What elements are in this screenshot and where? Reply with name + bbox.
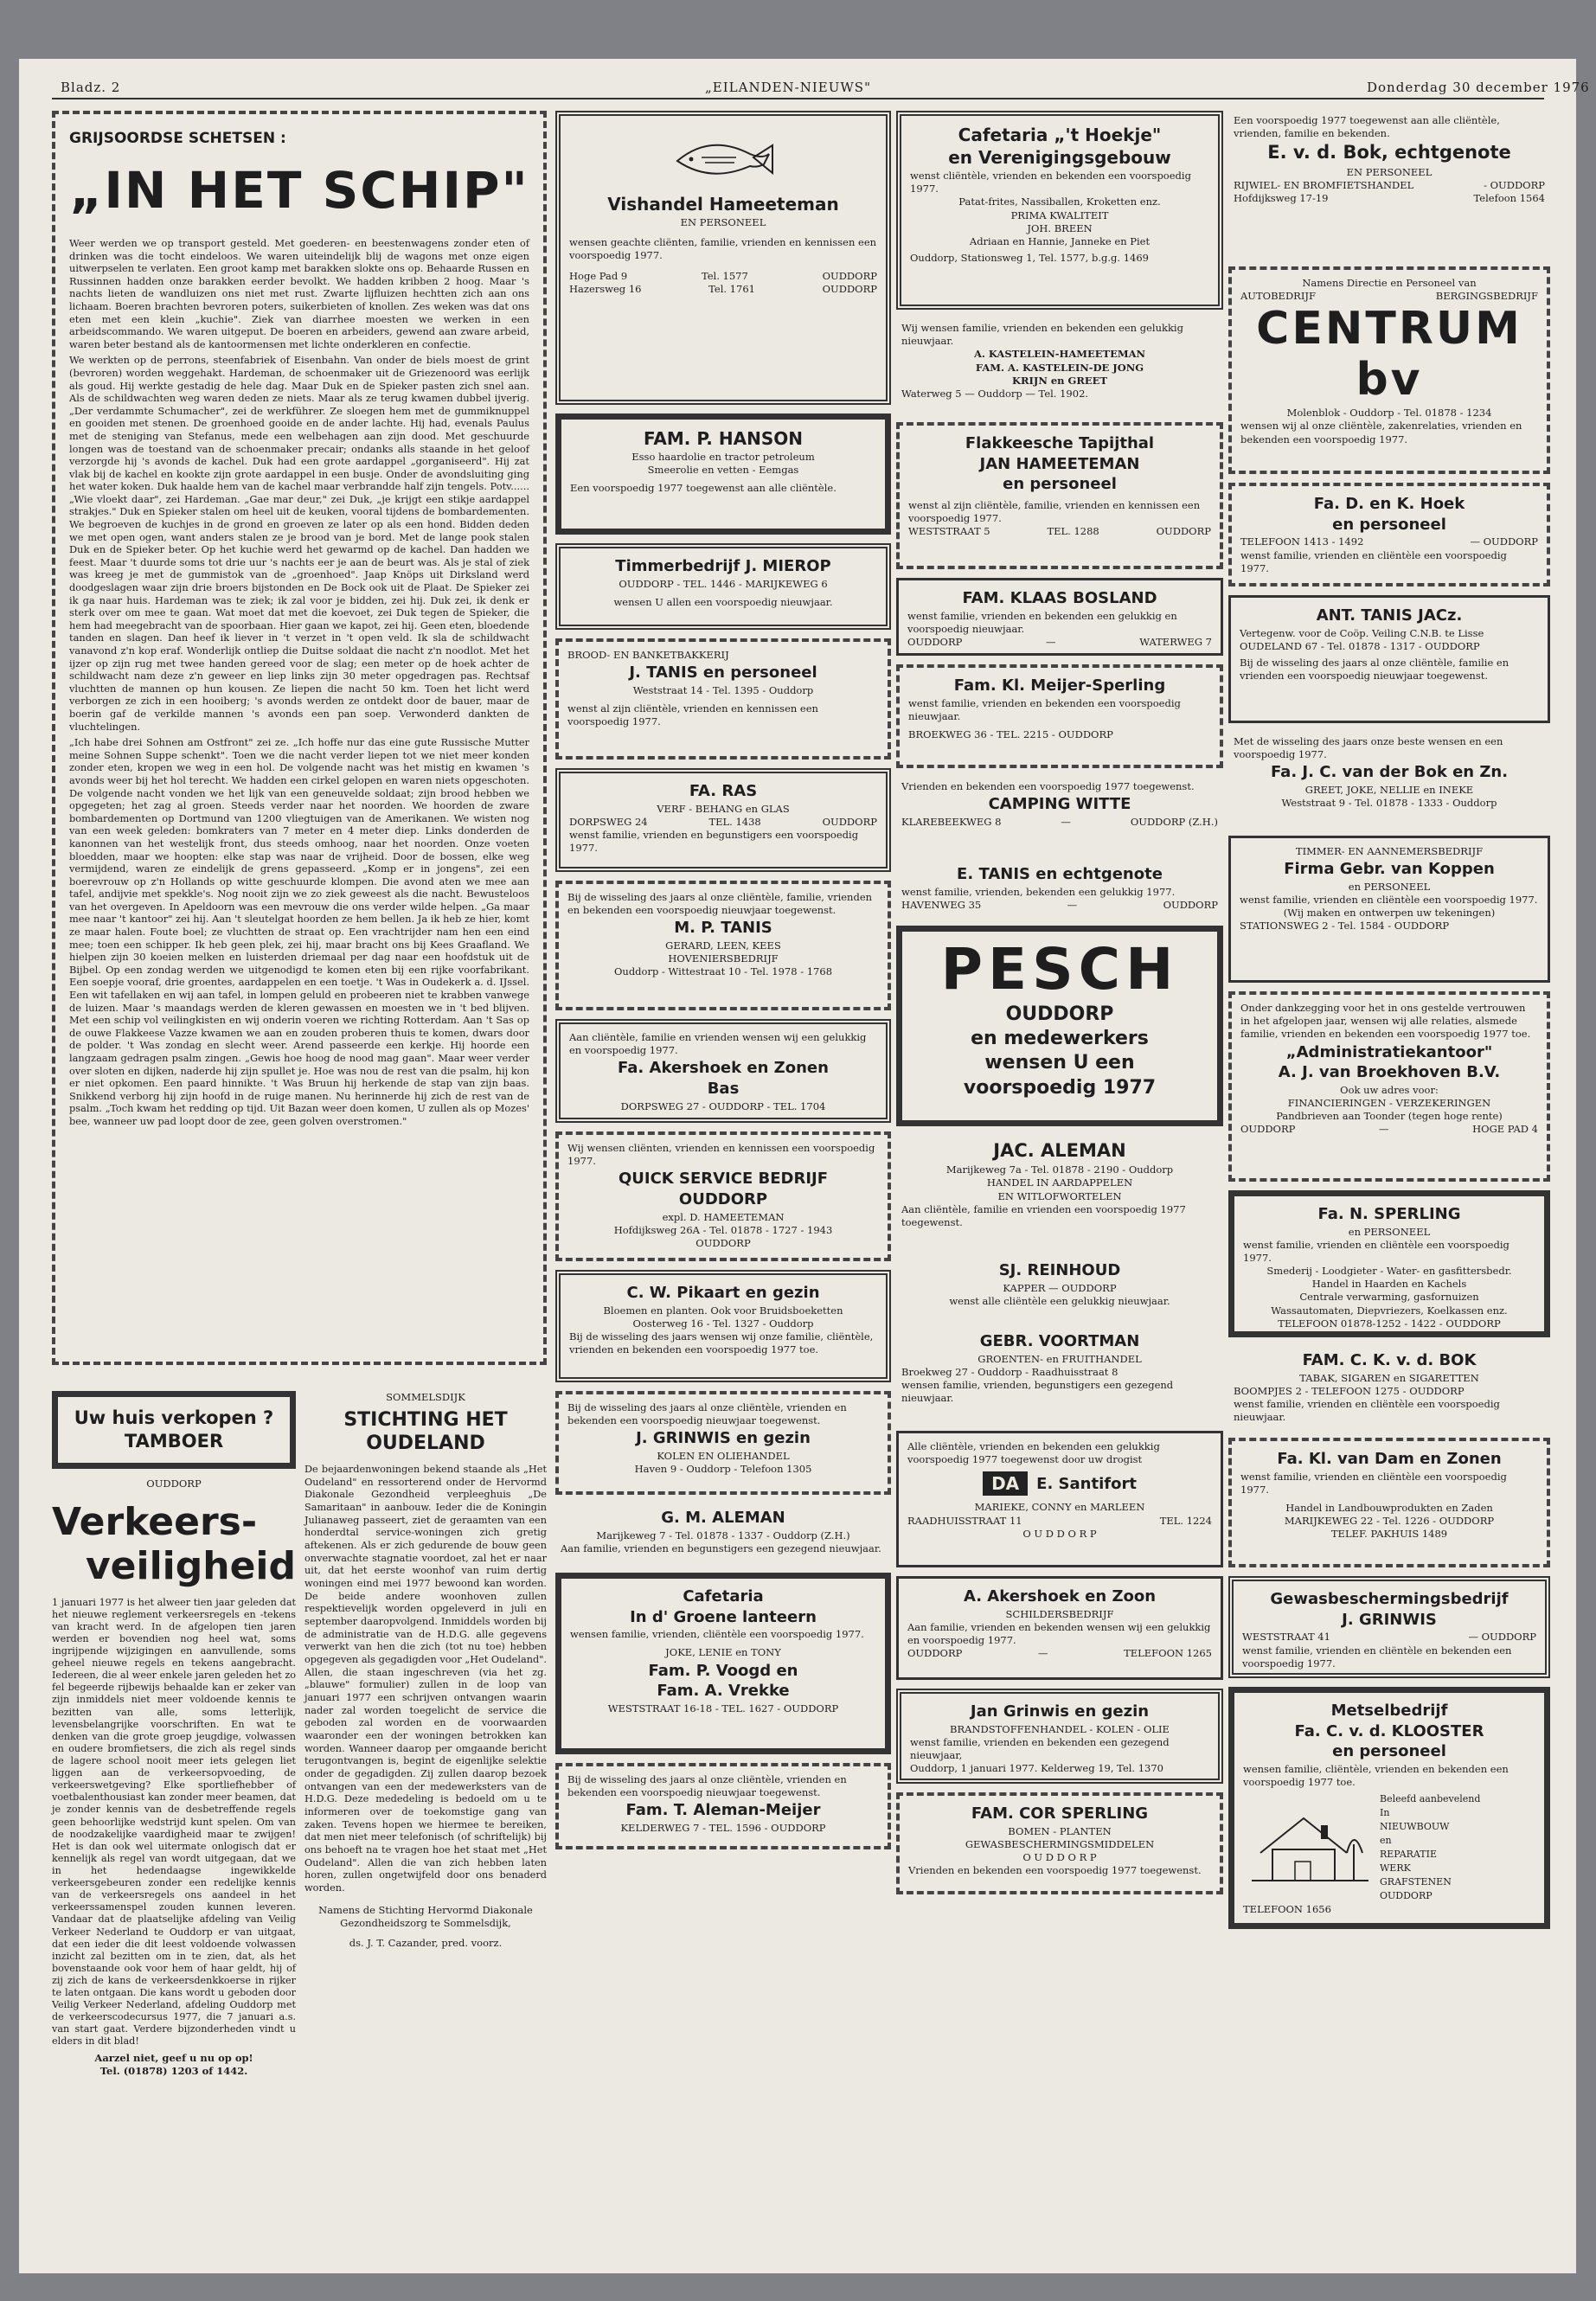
jaleman-sub2: EN WITLOFWORTELEN [997,1189,1122,1202]
hoekje-names2: Adriaan en Hannie, Janneke en Piet [969,234,1151,247]
galeman-addr: Marijkeweg 7 - Tel. 01878 - 1337 - Ouddorp (Z.H.) [596,1529,850,1541]
verkeers-text: 1 januari 1977 is het alweer tien jaar geleden dat het nieuwe reglement verkeersregels en -tekens van kracht werd. In de afgelopen tien jaren werden er bovendien nog heel wat, soms ingrijpende wijzigingen en aanvullende, soms geheel nieuwe regels en tekens aangebracht. Iedereen, die al weer enkele jaren geleden het zo fel begeerde rijbewijs behaalde kan er zeker van zijn inmiddels niet meer voldoende kennis te bezitten van alle, soms letterlijk, levensbelangrijke voorschriften. En wat te denken van die grote groep jeugdige, volwassen en oudere bromfietsers, die zich als regel sinds de lagere school nooit meer iets gelegen liet liggen aan de verkeersopvoeding, de verkeerswetgeving? Elke sportliefhebber of voetbalenthousiast kan zonder meer beamen, dat je zonder kennis van de desbetreffende regels geen behoorlijke wedstrijd kunt spelen. Om van de noodzakelijke vaardigheid maar te zwijgen! Het is dan ook wel uitermate onlogisch dat er kennelijk als regel van wordt uitgegaan, dat we in het hedendaagse ingewikkelde verkeersgebeuren zonder een redelijke kennis van de verkeersregels ons aandeel in het verkeerssamenspel zouden kunnen leveren. Vandaar dat de plaatselijke afdeling van Veilig Verkeer Nederland te Ouddorp er van uitgaat, dat een ieder die dit leest voldoende volwassen inzicht zal bezitten om in te zien, dat, als het bovenstaande ook voor hem of haar geldt, hij of zij zich de kans de verkeersdenkkoerse in rijker te laten ontgaan. Die kans wordt u geboden door Veilig Verkeer Nederland, afdeling Ouddorp met de verkeerscodecursus 1977, die 7 januari a.s. van start gaat. Verdere bijzonderheden vindt u elders in dit blad! [52,1596,296,2048]
grinwis-ad [555,1391,891,1495]
lanteern-ad [555,1573,891,1754]
verkeers-title1: Verkeers- [52,1499,258,1544]
akershoek-bas-ad [555,1019,891,1123]
house-illustration-icon [1243,1792,1373,1888]
bosland-text: wenst familie, vrienden en bekenden een gelukkig en voorspoedig nieuwjaar. [907,609,1177,635]
t-aleman-meijer-ad [555,1763,891,1849]
corsperling-name: FAM. COR SPERLING [971,1804,1149,1823]
gewas-text: wenst familie, vrienden en cliëntèle en bekenden een voorspoedig 1977. [1242,1644,1512,1670]
ant-tanis-ad [1228,595,1550,723]
bokzn-name: Fa. J. C. van der Bok en Zn. [1270,763,1509,782]
witte-row: KLAREBEEKWEG 8 — OUDDORP (Z.H.) [901,815,1218,828]
stichting-title: STICHTING HET OUDELAND [343,1409,508,1454]
santifort-names: MARIEKE, CONNY en MARLEEN [974,1501,1145,1514]
nsperling-name: Fa. N. SPERLING [1317,1205,1461,1223]
schetsen-article [52,111,547,1365]
ckbok-sub: TABAK, SIGAREN en SIGARETTEN [1299,1371,1479,1384]
mierop-ad [555,543,891,630]
reinhoud-sub: KAPPER — OUDDORP [1003,1281,1117,1294]
akersbas-name: Fa. Akershoek en Zonen [618,1059,829,1078]
stichting-sign2: ds. J. T. Cazander, pred. voorz. [349,1937,503,1950]
vd-bok-ad [1228,111,1550,258]
admin-n2: A. J. van Broekhoven B.V. [1278,1063,1501,1082]
mptanis-sub1: GERARD, LEEN, KEES [665,939,781,952]
grinwis-text: Bij de wisseling des jaars al onze cliëntèle, vrienden en bekenden een voorspoedig nieuwjaar toegewenst. [567,1401,847,1427]
mptanis-ad [555,881,891,1010]
vis-sub: EN PERSONEEL [680,216,766,228]
hoek-ad [1228,483,1550,586]
quick-place: OUDDORP [678,1189,768,1208]
gewas-row: WESTSTRAAT 41 — OUDDORP [1242,1631,1536,1644]
quick-addr: Hofdijksweg 26A - Tel. 01878 - 1727 - 1943 [613,1223,833,1236]
centrum-name: CENTRUM bv [1256,302,1522,407]
sperling-name: Fam. Kl. Meijer-Sperling [953,676,1166,695]
akerszoon-sub: SCHILDERSBEDRIJF [1005,1607,1114,1620]
admin-sub: Ook uw adres voor: [1340,1083,1439,1096]
klooster-text: wensen familie, cliëntèle, vrienden en bekenden een voorspoedig 1977 toe. [1243,1762,1509,1788]
grinwis-addr: Haven 9 - Ouddorp - Telefoon 1305 [634,1463,812,1476]
antanis-sub: Vertegenw. voor de Coöp. Veiling C.N.B. te Lisse [1240,626,1484,639]
tanis-name: J. TANIS en personeel [629,663,817,683]
page-number: Bladz. 2 [61,80,121,95]
voortman-name: GEBR. VOORTMAN [979,1332,1140,1350]
corsperling-place: O U D D O R P [1022,1850,1097,1863]
klooster-tel: TELEFOON 1656 [1243,1902,1331,1915]
vis-name: Vishandel Hameeteman [607,194,839,215]
pesch-l4: voorspoedig 1977 [963,1076,1157,1099]
n-sperling-ad [1228,1190,1550,1337]
galeman-name: G. M. ALEMAN [661,1509,785,1527]
verkeers-column [52,1391,296,2078]
santifort-name: E. Santifort [1036,1474,1137,1493]
pesch-l3: wensen U een [984,1052,1135,1074]
jangrinwis-sub: BRANDSTOFFENHANDEL - KOLEN - OLIE [950,1722,1170,1735]
klooster-body [1243,1792,1535,1903]
ras-row: DORPSWEG 24 TEL. 1438 OUDDORP [569,815,877,828]
bok-sub: EN PERSONEEL [1346,165,1433,178]
pikaart-name: C. W. Pikaart en gezin [626,1284,820,1302]
jangrinwis-name: Jan Grinwis en gezin [970,1702,1150,1721]
santifort-text: Alle cliëntèle, vrienden en bekenden een gelukkig voorspoedig 1977 toegewenst door uw drogist [907,1440,1160,1466]
ckbok-addr: BOOMPJES 2 - TELEFOON 1275 - OUDDORP [1234,1384,1465,1397]
bokzn-addr: Weststraat 9 - Tel. 01878 - 1333 - Ouddorp [1281,797,1497,810]
tapijt-n2: JAN HAMEETEMAN [979,454,1140,473]
santifort-place: O U D D O R P [1022,1528,1097,1541]
nsperling-t2: Smederij - Loodgieter - Water- en gasfittersbedr. [1266,1265,1512,1278]
klooster-n2: Fa. C. v. d. KLOOSTER [1294,1721,1484,1740]
admin-sub3: Pandbrieven aan Toonder (tegen hoge rente) [1276,1110,1503,1123]
hanson-text: Een voorspoedig 1977 toegewenst aan alle cliëntèle. [570,482,836,495]
grinwis-name: J. GRINWIS en gezin [636,1429,811,1448]
centrum-ad [1228,266,1550,474]
van-koppen-ad [1228,836,1550,983]
jaleman-name: JAC. ALEMAN [993,1140,1126,1161]
vandam-name: Fa. Kl. van Dam en Zonen [1277,1450,1502,1468]
etanis-name: E. TANIS en echtgenote [957,865,1163,883]
tapijthal-ad [896,422,1223,569]
reinhoud-ad [896,1256,1223,1318]
antanis-name: ANT. TANIS JACz. [1316,606,1463,625]
pesch-l1: OUDDORP [1005,1003,1114,1025]
reinhoud-name: SJ. REINHOUD [998,1261,1121,1279]
hoekje-name1: Cafetaria „'t Hoekje" [958,125,1162,145]
article-paragraph: Weer werden we op transport gesteld. Met goederen- en beestenwagens zonder eten of drinken was die tocht eindeloos. We waren uiteindelijk blij de wagons met onze eigen uitwerpselen te verlaten. Een groot kamp met barakken slokte ons op. Behaarde Russen en Russinnen hadden onze barakken eerder bevolkt. We hadden kribben 2 hoog. Maar 's nachts lieten de wandluizen ons niet met rust. Zwarte lijfluizen hechtten zich aan ons lichaam. Boeren brachten bevroren poters, suikerbieten of knollen. Zes weken was dat ons eten met een klein „kuchie". Ziek van diarrhee moesten we werken in een arbeidscommando. We waren uitgeput. De boeren en arbeiders, gewend aan zware arbeid, waren beter bestand als de kantoormensen met lichte onderkleren en confectie. [69,237,529,350]
tanis-addr: Weststraat 14 - Tel. 1395 - Ouddorp [632,683,814,696]
ad-column-3 [555,111,891,1858]
lanteern-text: wensen familie, vrienden, cliëntèle een voorspoedig 1977. [570,1628,864,1641]
grinwis-sub: KOLEN EN OLIEHANDEL [657,1449,790,1462]
quick-name: QUICK SERVICE BEDRIJF [618,1170,829,1189]
tmeijer-text: Bij de wisseling des jaars al onze cliëntèle, vrienden en bekenden een voorspoedig nieuwjaar toegewenst. [567,1773,847,1799]
mierop-line: OUDDORP - TEL. 1446 - MARIJKEWEG 6 [619,577,828,590]
kastelein-n1: A. KASTELEIN-HAMEETEMAN [973,348,1146,361]
santifort-row: RAADHUISSTRAAT 11 TEL. 1224 [907,1514,1212,1527]
centrum-text: wensen wij al onze cliëntèle, zakenrelaties, vrienden en bekenden een voorspoedig 1977. [1240,420,1522,445]
klooster-n3: en personeel [1332,1742,1446,1761]
bok-row2: Hofdijksweg 17-19 Telefoon 1564 [1234,192,1545,205]
fish-icon [667,128,779,189]
masthead: „EILANDEN-NIEUWS" [705,80,871,95]
etanis-text: wenst familie, vrienden, bekenden een gelukkig 1977. [901,885,1176,898]
sperling-addr: BROEKWEG 36 - TEL. 2215 - OUDDORP [908,727,1113,740]
corsperling-sub2: GEWASBESCHERMINGSMIDDELEN [965,1837,1155,1850]
tanis-text: wenst al zijn cliëntèle, vrienden en kennissen een voorspoedig 1977. [567,702,818,728]
hoekje-name2: en Verenigingsgebouw [948,147,1171,168]
verkeers-tel: Tel. (01878) 1203 of 1442. [99,2064,248,2077]
witte-name: CAMPING WITTE [988,795,1131,814]
tapijt-row: WESTSTRAAT 5 TEL. 1288 OUDDORP [908,525,1211,538]
koppen-text: wenst familie, vrienden en cliëntèle een voorspoedig 1977. [1240,893,1538,906]
quick-text: Wij wensen cliënten, vrienden en kennissen een voorspoedig 1977. [567,1142,875,1168]
lanteern-name1: Cafetaria [683,1587,764,1606]
article-paragraph: We werkten op de perrons, steenfabriek of Eisenbahn. Van onder de biels moest de grint (bevroren) worden weggehakt. Hardeman, de schoenmaker uit de Griezenoord was eerlijk als goud. Hij werkte gestadig de hele dag. Maar Duk en de Spieker pasten zich snel aan. Als de schildwachten weg waren deden ze niets. Maar als ze terug kwamen dubbel ijverig. „Der verdammte Schumacher", zei de werkführer. Ze sloegen hem met de gummiknuppel en gooiden met stenen. De groenhoed gooide en de ander lachte. Hij had, evenals Paulus met de steniging van Stefanus, mede een welbehagen aan zijn dood. Met geschuurde longen was de toestand van de schoenmaker precair; ondanks alls staande in het geloof verzorgde hij 's avonds de kachel. Duk had een grote aardappel „gorganiseerd". Hij zat vlak bij de kachel en kookte zijn grote aardappel in een busje. Onder de avondsluiting ging het water koken. Duk haalde hem van de kachel maar verbrandde half zijn tengels. Potv...... „Wie vloekt daar", zei Hardeman. „Gae mar deur," zei Duk, „je krijgt een stikje aardappel strakjes." Duk en Spieker stalen om heel uit de keuken, vooral tijdens de bombardementen. We begroeven de kuchjes in de grond en groeven ze later op als een hond. Bidden deden we met open ogen, want anders stalen ze je brood van je bord. Met de lange pook stalen Duk en de Spieker beter. Op het kuchie werd het gewarmd op de kachel. Dan hadden we feest. Maar 't duurde soms tot drie uur 's nachts eer je aan de beurt was. Als je stal of ziek was kreeg je met de gummistok van de „groenhoed". Jaap Knöps uit Dirksland werd doodgeslagen waar zijn drie broers bijstonden en De Bock ook uit de Plaat. De Spieker zei ik ga naar huis. Hardeman was te ziek; ik zal voor je bidden, zei hij. Duk zei, ik denk er sterk over om mee te gaan. Wat moet dat met die koevoet, zei Duk tegen de Spieker, die hem had meegebracht van de spoorbaan. Hier gaan we kapot, zei hij. Geen eten, bloedende tanden en slagen. Dan heef ik liever in 't verzet in 't open veld. Ik sla de schildwacht vanavond z'n kop eraf. Wonderlijk ontliep die Duitse soldaat die nacht z'n noodlot. Met het ijzer op zijn rug met twee handen gereed voor de slag; een meter op de hoek achter de schildwacht nam deze z'n geweer en liep links zijn 30 meter opgedragen pas. Rechtsaf vluchtten de mannen op hun kousen. Ze liepen die nacht 50 km. Toen het licht werd verborgen ze zich in een hooiberg; 's avonds werden ze ontdekt door de bauer, maar de boerin gaf de verkilde mannen 's avonds een pan soep. Verwonderd dankten de vluchtelingen. [69,354,529,733]
nsperling-tel: TELEFOON 01878-1252 - 1422 - OUDDORP [1278,1317,1501,1330]
santifort-header [907,1471,1212,1496]
bok-text: Een voorspoedig 1977 toegewenst aan alle cliëntèle, vrienden, familie en bekenden. [1234,114,1500,140]
admin-row: OUDDORP — HOGE PAD 4 [1240,1123,1538,1136]
nsperling-text: wenst familie, vrienden en cliëntèle een voorspoedig 1977. [1243,1238,1509,1264]
pesch-ad [896,926,1223,1126]
jac-aleman-ad [896,1135,1223,1247]
bosland-row: OUDDORP — WATERWEG 7 [907,635,1212,648]
koppen-kicker: TIMMER- EN AANNEMERSBEDRIJF [1295,845,1484,857]
tamboer-line2: TAMBOER [124,1431,224,1452]
jangrinwis-addr: Ouddorp, 1 januari 1977. Kelderweg 19, Tel. 1370 [910,1762,1164,1775]
lanteern-fam1: Fam. P. Voogd en [648,1661,798,1680]
issue-date: Donderdag 30 december 1976 [1367,80,1590,95]
klooster-n1: Metselbedrijf [1330,1702,1448,1720]
nsperling-t4: Centrale verwarming, gasfornuizen [1299,1291,1479,1304]
ad-column-4 [896,111,1223,1903]
article-kicker: GRIJSOORDSE SCHETSEN : [69,130,286,147]
tanis-bakkerij-ad [555,638,891,760]
koppen-addr: STATIONSWEG 2 - Tel. 1584 - OUDDORP [1240,920,1450,933]
nsperling-sub: en PERSONEEL [1348,1225,1431,1238]
ad-column-5 [1228,111,1550,1938]
article-column [52,111,547,1374]
akerszoon-name: A. Akershoek en Zoon [963,1587,1157,1606]
nsperling-t3: Handel in Haarden en Kachels [1311,1278,1467,1291]
corsperling-text: Vrienden en bekenden een voorspoedig 1977 toegewenst. [908,1864,1202,1877]
centrum-addr: Molenblok - Ouddorp - Tel. 01878 - 1234 [1286,407,1492,420]
voortman-ad [896,1327,1223,1422]
tamboer-line1: Uw huis verkopen ? [74,1407,274,1428]
ck-bok-ad [1228,1346,1550,1429]
gewas-n1: Gewasbeschermingsbedrijf [1270,1590,1509,1608]
hoek-row: TELEFOON 1413 - 1492 — OUDDORP [1240,535,1538,548]
g-aleman-ad [555,1503,891,1564]
voortman-text: wensen familie, vrienden, begunstigers een gezegend nieuwjaar. [901,1378,1174,1405]
admin-n1: „Administratiekantoor" [1285,1042,1493,1061]
bok-row1: RIJWIEL- EN BROMFIETSHANDEL - OUDDORP [1234,178,1545,191]
ras-name: FA. RAS [689,782,758,800]
tapijt-n3: en personeel [1003,475,1117,494]
hanson-sub1: Esso haardolie en tractor petroleum [631,451,815,463]
antanis-text: Bij de wisseling des jaars al onze cliëntèle, familie en vrienden een voorspoedig nieuwjaar toegewenst. [1240,656,1509,683]
pikaart-sub: Bloemen en planten. Ook voor Bruidsboeketten [603,1304,843,1317]
hanson-name: FAM. P. HANSON [644,428,803,449]
ras-text: wenst familie, vrienden en begunstigers een voorspoedig 1977. [569,829,859,855]
camping-witte-ad [896,777,1223,851]
nsperling-t5: Wassautomaten, Diepvriezers, Koelkassen enz. [1271,1304,1508,1317]
tmeijer-addr: KELDERWEG 7 - TEL. 1596 - OUDDORP [620,1821,826,1834]
hoekje-ad [896,111,1223,310]
voortman-sub: GROENTEN- en FRUITHANDEL [977,1352,1142,1365]
pikaart-ad [555,1270,891,1382]
santifort-ad [896,1431,1223,1567]
quick-sub: expl. D. HAMEETEMAN [662,1210,785,1223]
sperling-text: wenst familie, vrienden en bekenden een voorspoedig nieuwjaar. [908,696,1181,722]
stichting-text: De bejaardenwoningen bekend staande als „Het Oudeland" en ressorterend onder de Hervormd Diakonale Gezondheid verpleeghuis „De Samaritaan" in aanbouw. Ieder die de Koningin Julianaweg passeert, ziet de geraamten van een honderdtal service-woningen zich gretig aftekenen. Als er zich gedurende de bouw geen onverwachte stagnatie voordoet, zal het er naar uit, dat het eerste woonhof van ruim dertig woningen eind mei 1977 bewoond kan worden. De beide andere woonhoven zullen respektievelijk worden opgeleverd in juli en september daaropvolgend. Inmiddels worden bij de administratie van de H.D.G. alle gegevens verwerkt van hen die zich (tot nu toe) hebben opgegeven als gegadigden voor „Het Oudeland". Allen, die staan ingeschreven (via het zg. „blauwe" formulier) zullen in de loop van januari 1977 een schrijven ontvangen waarin nader zal worden toegelicht de service die geboden zal worden en de voorwaarden waaronder een der woningen betrokken kan worden. Wanneer daarop per omgaande bericht terugontvangen is, begint de eigenlijke selektie onder de gegadigden. Zij zullen daarop bezoek ontvangen van een der medewerksters van de H.D.G. Deze mededeling is bedoeld om u te informeren over de toekomstige gang van zaken. Tevens hopen we hiermee te bereiken, dat men niet meer telefonisch (of schriftelijk) bij ons behoeft na te vragen hoe het staat met „Het Oudeland". Allen die van zich hebben laten horen, zullen ongetwijfeld door ons benaderd worden. [304,1463,547,1894]
tapijt-n1: Flakkeesche Tapijthal [965,434,1155,452]
mptanis-sub2: HOVENIERSBEDRIJF [668,952,779,965]
tmeijer-name: Fam. T. Aleman-Meijer [625,1801,821,1820]
galeman-text: Aan familie, vrienden en begunstigers een gezegend nieuwjaar. [561,1541,881,1554]
akershoek-zoon-ad [896,1576,1223,1680]
mierop-text: wensen U allen een voorspoedig nieuwjaar. [613,595,833,608]
witte-text: Vrienden en bekenden een voorspoedig 1977 toegewenst. [901,780,1195,792]
corsperling-sub1: BOMEN - PLANTEN [1008,1824,1112,1837]
pikaart-addr: Oosterweg 16 - Tel. 1327 - Ouddorp [632,1317,814,1330]
vandam-text: wenst familie, vrienden en cliëntèle een voorspoedig 1977. [1240,1470,1507,1496]
quick-service-ad [555,1131,891,1261]
tamboer-place: OUDDORP [146,1477,202,1490]
pesch-l2: en medewerkers [971,1027,1149,1049]
tapijt-text: wenst al zijn cliëntèle, familie, vrienden en kennissen een voorspoedig 1977. [908,498,1201,524]
vis-row2: Hazersweg 16 Tel. 1761 OUDDORP [569,283,877,296]
koppen-sub: en PERSONEEL [1348,880,1431,893]
centrum-row: AUTOBEDRIJF BERGINGSBEDRIJF [1240,290,1538,303]
reinhoud-text: wenst alle cliëntèle een gelukkig nieuwjaar. [949,1294,1170,1307]
jangrinwis-text: wenst familie, vrienden en bekenden een gezegend nieuwjaar, [910,1735,1170,1761]
meijer-sperling-ad [896,664,1223,768]
bok-name: E. v. d. Bok, echtgenote [1267,142,1511,163]
centrum-top: Namens Directie en Personeel van [1302,277,1477,289]
article-paragraph: „Ich habe drei Sohnen am Ostfront" zei ze. „Ich hoffe nur das eine gute Russische Mutter meine Sohnen Suppe schenkt". Toen we die nacht verder liepen tot we niet meer konden zonder eten, kropen we weg in een hol. De volgende nacht was het mistig en kwamen 's avonds weer bij het hol terecht. We hadden een cirkel gelopen en waren niets opgeschoten. De volgende nacht vonden we het lijk van een geneuvelde soldaat; zijn brood hebben we opgegeten; het zag al groen. Steeds verder naar het noorden. We hoorden de zware bombardementen op Dortmund van 1200 vliegtuigen van de Amerikanen. We wisten nog van een week geleden: bomkraters van 7 meter en 4 meter diep. Links donderden de kanonnen van het westelijk front, dus steeds omhoog, naar het noorden. Onze voeten bloedden, maar we hoopten: elke stap was naar de vrijheid. Door de bossen, elke weg vermijdend, waren ze eindelijk de grens gepasseerd. „Komp er in jongens", zei een boerevrouw op z'n Hollands op witte geschuurde klompen. Die avond aten we mee aan tafel, andijvie met spekkle's. Nog nooit zijn we zo ziek geweest als die nacht. Bewusteloos van het overgeven. In Apeldoorn was een mevrouw die ons verder wilde helpen. „Ga maar mee naar 't kantoor" zei hij. Aan 't sleutelgat hoorden ze hem bellen. Ja ik heb ze hier, komt ze maar halen. Foute boel; ze vluchtten de straat op. Een vrachtrijder nam hen een eind mee; toen een schipper. Ik heb geen plek, zei hij, maar bracht ons bij Kees Graafland. We hielpen zijn 30 koeien melken en luisterden driemaal per dag naar een hoofdstuk uit de Bijbel. Op een zondag werden we uitgenodigd te komen eten bij een rijke voorfabrikant. Een soepje vooraf, drie groentes, aardappelen en een toetje. 't Was in Oudekerk a. d. IJssel. Een wit tafellaken en wij aan tafel, in lompen geluld en probeeren niet te krabben vanwege de luizen. Maar 's maandags werden de kleren gewassen en moesten we in 't bed blijven. Met een schip vol veilingkisten en wij onderin voeren we richting Rotterdam. Aan 't Sas op de ouwe Flakkeese Vazze kwamen we aan en zouden proberen thuis te komen, dwars door de polder. 't Was zondag en slecht weer. Arend passeerde een kerkje. Hij hoorde een langzaam gedragen psalm zingen. „Gewis hoe hoog de nood mag gaan". Maar weer verder over sloten en dijken, naderde hij zijn spullet je. Hoe was nou de rest van die psalm, hij kon er niet opkomen. Een paard hinnikte. 't Was Bruun hij herkende de stap van zijn baas. Snikkend verborg hij zijn hoofd in de ruige manen. Nu herinnerde hij zich de rest van de psalm. „Toch kwam het redding op tijd. Uit Bazan weer doen komen, U zullen als op Mozes' bee, wanneer uw pad loopt door de zee, geen golven overstromen." [69,736,529,1127]
ras-ad [555,768,891,872]
mptanis-text: Bij de wisseling des jaars al onze cliëntèle, familie, vrienden en bekenden een voorspoedig nieuwjaar toegewenst. [567,891,873,917]
quick-place2: OUDDORP [695,1236,751,1249]
cor-sperling-ad [896,1792,1223,1894]
pesch-name: PESCH [940,936,1179,1003]
kastelein-n3: KRIJN en GREET [1011,374,1108,387]
article-title: „IN HET SCHIP" [69,161,529,220]
koppen-paren: (Wij maken en ontwerpen uw tekeningen) [1283,907,1496,920]
jaleman-addr: Marijkeweg 7a - Tel. 01878 - 2190 - Ouddorp [945,1163,1174,1176]
tamboer-ad [52,1391,296,1469]
kastelein-ad [896,318,1223,413]
hoekje-sub2: PRIMA KWALITEIT [1010,208,1109,221]
stichting-sign1: Namens de Stichting Hervormd Diakonale Gezondheidszorg te Sommelsdijk, [318,1903,533,1929]
lanteern-addr: WESTSTRAAT 16-18 - TEL. 1627 - OUDDORP [607,1702,839,1715]
jan-grinwis-ad [896,1689,1223,1784]
stichting-kicker: SOMMELSDIJK [386,1391,465,1403]
gewasbescherming-ad [1228,1576,1550,1678]
ckbok-name: FAM. C. K. v. d. BOK [1302,1351,1477,1369]
vis-text: wensen geachte cliënten, familie, vrienden en kennissen een voorspoedig 1977. [569,236,877,262]
ckbok-text: wenst familie, vrienden en cliëntèle een voorspoedig nieuwjaar. [1234,1397,1500,1424]
antanis-addr: OUDELAND 67 - Tel. 01878 - 1317 - OUDDORP [1240,639,1480,652]
bokzn-text: Met de wisseling des jaars onze beste wensen en een voorspoedig 1977. [1234,735,1503,761]
stichting-column [304,1391,547,1950]
bosland-ad [896,578,1223,656]
voortman-addr: Broekweg 27 - Ouddorp - Raadhuisstraat 8 [901,1365,1118,1378]
hoek-n1: Fa. D. en K. Hoek [1313,495,1465,513]
hanson-ad [555,413,891,535]
akerszoon-text: Aan familie, vrienden en bekenden wensen wij een gelukkig en voorspoedig 1977. [907,1620,1211,1646]
mptanis-addr: Ouddorp - Wittestraat 10 - Tel. 1978 - 1768 [613,965,833,978]
lanteern-name2: In d' Groene lanteern [630,1607,817,1626]
hoekje-text: wenst cliëntèle, vrienden en bekenden een voorspoedig 1977. [910,170,1191,195]
klooster-side: Beleefd aanbevelend In NIEUWBOUW en REPARATIE WERK GRAFSTENEN OUDDORP [1380,1793,1481,1901]
header-rule [52,98,1544,99]
van-dam-ad [1228,1438,1550,1567]
akersbas-name2: Bas [707,1079,740,1098]
gewas-n2: J. GRINWIS [1342,1610,1437,1629]
jaleman-sub1: HANDEL IN AARDAPPELEN [986,1176,1133,1189]
akersbas-addr: DORPSWEG 27 - OUDDORP - TEL. 1704 [620,1099,826,1112]
administratiekantoor-ad [1228,991,1550,1182]
kastelein-addr: Waterweg 5 — Ouddorp — Tel. 1902. [901,387,1089,400]
da-logo: DA [983,1471,1028,1496]
verkeers-closing: Aarzel niet, geef u nu op op! [94,2051,253,2064]
hoekje-sub: Patat-frites, Nassiballen, Kroketten enz. [958,195,1161,208]
mierop-name: Timmerbedrijf J. MIEROP [615,557,831,575]
hoek-n2: en personeel [1332,515,1446,534]
mptanis-name: M. P. TANIS [674,919,772,938]
admin-text: Onder dankzegging voor het in ons gestelde vertrouwen in het afgelopen jaar, wensen wij alle relaties, alsmede familie, vrienden en bekenden een voorspoedig 1977 toe. [1240,1002,1531,1041]
akerszoon-row: OUDDORP — TELEFOON 1265 [907,1647,1212,1660]
ras-sub: VERF - BEHANG en GLAS [657,802,790,815]
hoekje-names1: JOH. BREEN [1027,221,1093,234]
e-tanis-ad [896,860,1223,917]
bok-zn-ad [1228,732,1550,827]
hoek-text: wenst familie, vrienden en cliëntèle een voorspoedig 1977. [1240,548,1507,574]
etanis-row: HAVENWEG 35 — OUDDORP [901,898,1218,911]
lanteern-fam2: Fam. A. Vrekke [657,1682,790,1701]
hoekje-addr: Ouddorp, Stationsweg 1, Tel. 1577, b.g.g. 1469 [910,252,1149,265]
verkeers-title2: veiligheid [85,1543,296,1588]
admin-sub2: FINANCIERINGEN - VERZEKERINGEN [1287,1096,1491,1109]
vandam-tel: TELEF. PAKHUIS 1489 [1330,1528,1448,1541]
koppen-name: Firma Gebr. van Koppen [1284,860,1495,879]
kastelein-n2: FAM. A. KASTELEIN-DE JONG [975,361,1144,374]
akersbas-text: Aan cliëntèle, familie en vrienden wensen wij een gelukkig en voorspoedig 1977. [569,1031,867,1057]
jaleman-text: Aan cliëntèle, familie en vrienden een voorspoedig 1977 toegewenst. [901,1202,1186,1228]
vishandel-ad [555,111,891,405]
vandam-sub: Handel in Landbouwprodukten en Zaden [1285,1501,1493,1514]
lanteern-names: JOKE, LENIE en TONY [665,1646,781,1659]
vandam-addr: MARIJKEWEG 22 - Tel. 1226 - OUDDORP [1284,1515,1495,1528]
tanis-kicker: BROOD- EN BANKETBAKKERIJ [567,649,729,661]
bosland-name: FAM. KLAAS BOSLAND [962,589,1157,607]
vis-row1: Hoge Pad 9 Tel. 1577 OUDDORP [569,269,877,282]
klooster-ad [1228,1687,1550,1929]
kastelein-text: Wij wensen familie, vrienden en bekenden een gelukkig nieuwjaar. [901,322,1183,348]
bokzn-names: GREET, JOKE, NELLIE en INEKE [1304,783,1474,796]
hanson-sub2: Smeerolie en vetten - Eemgas [647,464,799,477]
pikaart-text: Bij de wisseling des jaars wensen wij onze familie, cliëntèle, vrienden en bekenden een voorspoedig 1977 toe. [569,1330,874,1356]
